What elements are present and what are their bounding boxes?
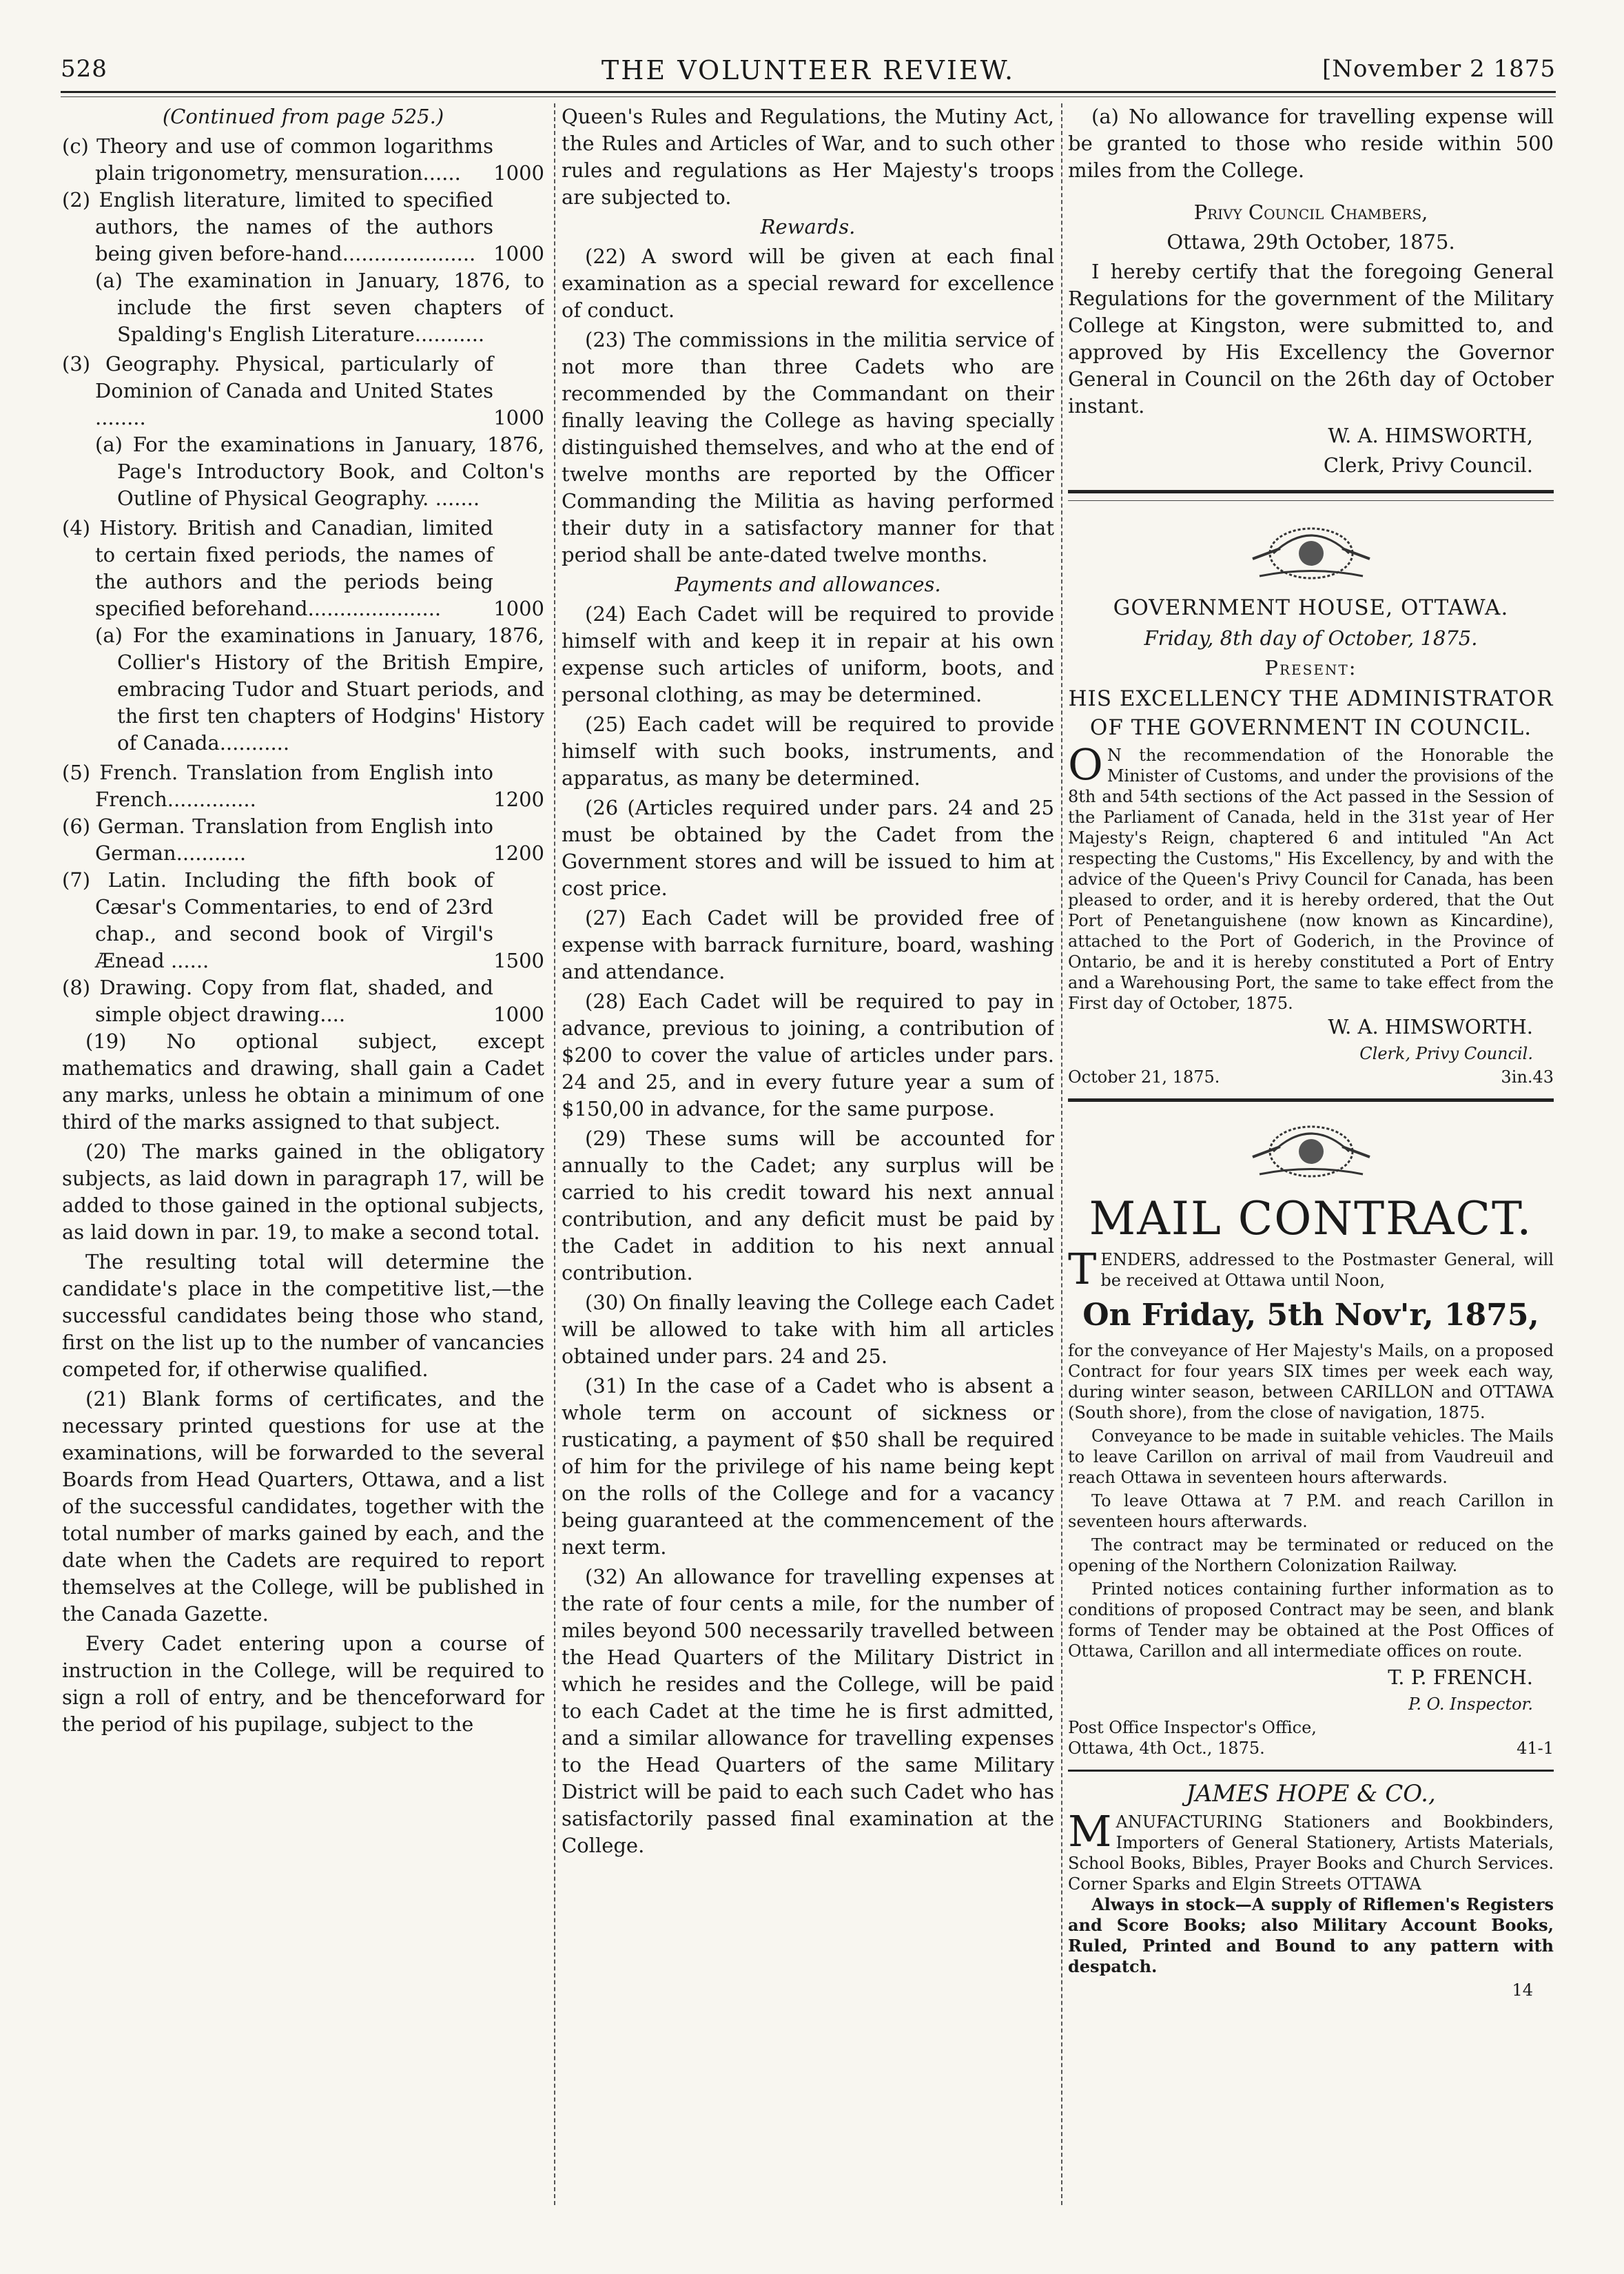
paragraph-19: (19) No optional subject, except mathematics and drawing, shall gain a Cadet any marks, unless he obtain a minimum of one third of the marks assigned to that subject. xyxy=(62,1030,544,1134)
subject-text: (2) English literature, limited to specified authors, the names of the authors being given before-hand..................... xyxy=(62,188,493,265)
paragraph-30: (30) On finally leaving the College each Cadet will be allowed to take with him all articles obtained under pars. 24 and 25. xyxy=(562,1291,1054,1368)
paragraph-result: The resulting total will determine the candidate's place in the competitive list,—the successful candidates being those who stand, first on the list up to the number of vancancies competed for, if otherwise qualified. xyxy=(62,1250,544,1381)
subject-text: (8) Drawing. Copy from flat, shaded, and simple object drawing.... xyxy=(62,976,493,1026)
excellency-heading: HIS EXCELLENCY THE ADMINISTRATOR OF THE GOVERNMENT IN COUNCIL. xyxy=(1068,686,1554,740)
publication-title: THE VOLUNTEER REVIEW. xyxy=(601,55,1016,85)
printed-text: Printed notices containing further information as to conditions of proposed Contract may be seen, and blank forms of Tender may be obtained at the Post Offices of Ottawa, Carillon and all intermediate offices on route. xyxy=(1068,1579,1554,1661)
subject-text: (5) French. Translation from English into French.............. xyxy=(62,761,493,811)
section-rule xyxy=(1068,1770,1554,1772)
signature-name-2: W. A. HIMSWORTH. xyxy=(1328,1015,1533,1038)
tenders-paragraph xyxy=(1068,1244,1554,1294)
subject-note: (a) For the examinations in January, 1876, Collier's History of the British Empire, embracing Tudor and Stuart periods, and the first ten chapters of Hodgins' History of Canada........... xyxy=(95,624,544,755)
paragraph-27: (27) Each Cadet will be provided free of expense with barrack furniture, board, washing and attendance. xyxy=(562,906,1054,983)
hope-text: ANUFACTURING Stationers and Bookbinders, Importers of General Stationery, Artists Materials, School Books, Bibles, Prayer Books and Church Services. Corner Sparks and Elgin Streets OTTAWA xyxy=(1068,1812,1554,1894)
council-date: Ottawa, 29th October, 1875. xyxy=(1166,230,1455,254)
paragraph-25: (25) Each cadet will be required to provide himself with such books, instruments, and apparatus, as many be determined. xyxy=(562,713,1054,790)
customs-order xyxy=(1068,739,1554,1014)
paragraph-29: (29) These sums will be accounted for annually to the Cadet; any surplus will be carried to his credit toward his next annual contribution, and any deficit must be paid by the Cadet in addition to his next annual contribution. xyxy=(562,1127,1054,1284)
section-rule xyxy=(1068,490,1554,493)
paragraph-22: (22) A sword will be given at each final examination as a special reward for excellence of conduct. xyxy=(562,245,1054,322)
royal-arms-icon xyxy=(1232,511,1390,586)
notice-date: October 21, 1875. xyxy=(1068,1067,1220,1087)
present-label: Present: xyxy=(1264,656,1357,679)
heading-rewards: Rewards. xyxy=(760,215,856,238)
po-date: Ottawa, 4th Oct., 1875. xyxy=(1068,1739,1265,1758)
page-header xyxy=(61,48,1556,87)
hope-heading: JAMES HOPE & CO., xyxy=(1186,1780,1436,1807)
subject-marks: 1000 xyxy=(493,597,544,620)
paragraph-every-cadet: Every Cadet entering upon a course of instruction in the College, will be required to sign a roll of entry, and be thenceforward for the period of his pupilage, subject to the xyxy=(62,1632,544,1736)
signature-title: Clerk, Privy Council. xyxy=(1323,453,1533,477)
customs-order-text: N the recommendation of the Honorable the Minister of Customs, and under the provisions of the 8th and 54th sections of the Act passed in the Session of the Parliament of Canada, held in the 31st year of Her Majesty's Reign, chaptered 6 and intituled "An Act respecting the Customs," His Excellency, by and with the advice of the Queen's Privy Council for Canada, has been pleased to order, and it is hereby ordered, that the Out Port of Penetanguishene (now known as Kincardine), attached to the Port of Goderich, in the Province of Ontario, be and it is hereby constituted a Port of Entry and a Warehousing Port, the same to take effect from the First day of October, 1875. xyxy=(1068,746,1554,1013)
column-divider-1 xyxy=(554,103,555,2205)
subject-text: (7) Latin. Including the fifth book of Cæsar's Commentaries, to end of 23rd chap., and second book of Virgil's Ænead ...... xyxy=(62,868,493,972)
issue-date: [November 2 1875 xyxy=(1322,55,1556,83)
government-house: GOVERNMENT HOUSE, OTTAWA. xyxy=(1113,595,1509,620)
subject-marks: 1200 xyxy=(493,841,544,865)
subject-marks: 1000 xyxy=(493,242,544,265)
paragraph-20: (20) The marks gained in the obligatory subjects, as laid down in paragraph 17, will be added to those gained in the optional subjects, as laid down in par. 19, to make a second total. xyxy=(62,1140,544,1244)
paragraph-28: (28) Each Cadet will be required to pay in advance, previous to joining, a contribution of $200 to cover the value of articles under pars. 24 and 25, and in every future year a sum of $150,00 in advance, for the same purpose. xyxy=(562,990,1054,1120)
heading-payments: Payments and allowances. xyxy=(675,573,941,596)
tenders-date: On Friday, 5th Nov'r, 1875, xyxy=(1082,1298,1539,1333)
subject-text: (c) Theory and use of common logarithms plain trigonometry, mensuration...... xyxy=(62,134,493,185)
royal-arms-icon xyxy=(1232,1109,1390,1185)
always-text: Always in stock—A supply of Riflemen's Registers and Score Books; also Military Account Books, Ruled, Printed and Bound to any pattern with despatch. xyxy=(1068,1894,1554,1976)
paragraph-32: (32) An allowance for travelling expenses at the rate of four cents a mile, for the number of miles beyond 500 necessarily travelled between the Head Quarters of the Military District in which he resides and the College, will be paid to each Cadet at the time he is first admitted, and a similar allowance for travelling expenses to the Head Quarters of the same Military District will be paid to each such Cadet who has satisfactorily passed final examination at the College. xyxy=(562,1565,1054,1857)
notice-code: 3in.43 xyxy=(1501,1067,1554,1087)
paragraph-26: (26 (Articles required under pars. 24 and 25 must be obtained by the Cadet from the Government stores and will be issued to him at cost price. xyxy=(562,796,1054,900)
column-1 xyxy=(62,103,544,2212)
subject-text: (3) Geography. Physical, particularly of Dominion of Canada and United States ........ xyxy=(62,352,493,429)
leave-text: To leave Ottawa at 7 P.M. and reach Carillon in seventeen hours afterwards. xyxy=(1068,1491,1554,1531)
section-rule xyxy=(1068,1098,1554,1102)
signature-title-2: Clerk, Privy Council. xyxy=(1359,1044,1533,1063)
subject-note: (a) The examination in January, 1876, to include the first seven chapters of Spalding's English Literature........... xyxy=(95,269,544,346)
subject-text: (4) History. British and Canadian, limited to certain fixed periods, the names of the authors and the periods being specified beforehand..................... xyxy=(62,516,493,620)
header-rule-thin xyxy=(61,96,1556,97)
po-code: 41-1 xyxy=(1517,1739,1554,1758)
paragraph-continued: Queen's Rules and Regulations, the Mutiny Act, the Rules and Articles of War, and to such other rules and regulations as Her Majesty's troops are subjected to. xyxy=(562,105,1054,209)
continued-note: (Continued from page 525.) xyxy=(162,105,444,128)
notice-footer xyxy=(1068,1067,1554,1087)
subject-marks: 1500 xyxy=(493,949,544,972)
po-footer xyxy=(1068,1717,1554,1759)
paragraph-24: (24) Each Cadet will be required to provide himself with and keep it in repair at his own expense such articles of uniform, boots, and personal clothing, as may be determined. xyxy=(562,602,1054,706)
po-office xyxy=(1068,1717,1317,1759)
subject-marks: 1000 xyxy=(493,1003,544,1026)
subject-marks: 1000 xyxy=(493,406,544,429)
vehicles-text: Conveyance to be made in suitable vehicles. The Mails to leave Carillon on arrival of mail from Vaudreuil and reach Ottawa in seventeen hours afterwards. xyxy=(1068,1426,1554,1487)
subject-item xyxy=(62,813,544,867)
po-office-label: Post Office Inspector's Office, xyxy=(1068,1718,1317,1737)
drop-cap: T xyxy=(1068,1244,1097,1294)
column-divider-2 xyxy=(1061,103,1062,2205)
council-chambers: Privy Council Chambers, xyxy=(1193,201,1428,224)
paragraph-23: (23) The commissions in the militia service of not more than three Cadets who are recommended by the Commandant on their finally leaving the College as having specially distinguished themselves, and who at the end of twelve months are reported by the Officer Commanding the Militia as having performed their duty in a satisfactory manner for that period shall be ante-dated twelve months. xyxy=(562,328,1054,566)
subject-item xyxy=(62,515,544,622)
hope-code: 14 xyxy=(1512,1980,1533,2000)
subject-marks: 1200 xyxy=(493,788,544,811)
drop-cap: O xyxy=(1068,739,1103,790)
column-3 xyxy=(1068,103,1554,2212)
government-date: Friday, 8th day of October, 1875. xyxy=(1144,626,1478,650)
subject-item xyxy=(62,759,544,813)
subject-item xyxy=(62,867,544,974)
subject-item xyxy=(62,133,544,187)
paragraph-21: (21) Blank forms of certificates, and the necessary printed questions for use at the examinations, will be forwarded to the several Boards from Head Quarters, Ottawa, and a list of the successful candidates, together with the total number of marks gained by each, and the date when the Cadets are required to report themselves at the College, will be published in the Canada Gazette. xyxy=(62,1387,544,1626)
section-rule-thin xyxy=(1068,500,1554,501)
subject-marks: 1000 xyxy=(493,161,544,185)
subject-note: (a) For the examinations in January, 1876, Page's Introductory Book, and Colton's Outline of Physical Geography. ....... xyxy=(95,433,544,510)
header-rule xyxy=(61,91,1556,93)
hope-paragraph xyxy=(1068,1806,1554,1894)
paragraph-a: (a) No allowance for travelling expense will be granted to those who reside within 500 miles from the College. xyxy=(1068,105,1554,182)
french-name: T. P. FRENCH. xyxy=(1388,1666,1533,1689)
paragraph-31: (31) In the case of a Cadet who is absent a whole term on account of sickness or rusticating, a payment of $50 shall be required of him for the privilege of his name being kept on the rolls of the College and for a vacancy being guaranteed at the commencement of the next term. xyxy=(562,1374,1054,1559)
subject-item xyxy=(62,187,544,267)
subject-text: (6) German. Translation from English into German........... xyxy=(62,815,493,865)
certify-paragraph: I hereby certify that the foregoing General Regulations for the government of the Military College at Kingston, were submitted to, and approved by His Excellency the Governor General in Council on the 26th day of October instant. xyxy=(1068,260,1554,418)
subject-item xyxy=(62,351,544,431)
french-title: P. O. Inspector. xyxy=(1408,1694,1533,1714)
subject-item xyxy=(62,974,544,1028)
drop-cap: M xyxy=(1068,1806,1112,1856)
page-number: 528 xyxy=(61,55,107,83)
column-2 xyxy=(562,103,1054,2212)
mail-contract-heading: MAIL CONTRACT. xyxy=(1089,1192,1533,1245)
signature-name: W. A. HIMSWORTH, xyxy=(1328,424,1533,447)
tenders-text: ENDERS, addressed to the Postmaster General, will be received at Ottawa until Noon, xyxy=(1100,1250,1554,1290)
terminated-text: The contract may be terminated or reduced on the opening of the Northern Colonization Railway. xyxy=(1068,1535,1554,1575)
conveyance-text: for the conveyance of Her Majesty's Mails, on a proposed Contract for four years SIX times per week each way, during winter season, between CARILLON and OTTAWA (South shore), from the close of navigation, 1875. xyxy=(1068,1341,1554,1422)
